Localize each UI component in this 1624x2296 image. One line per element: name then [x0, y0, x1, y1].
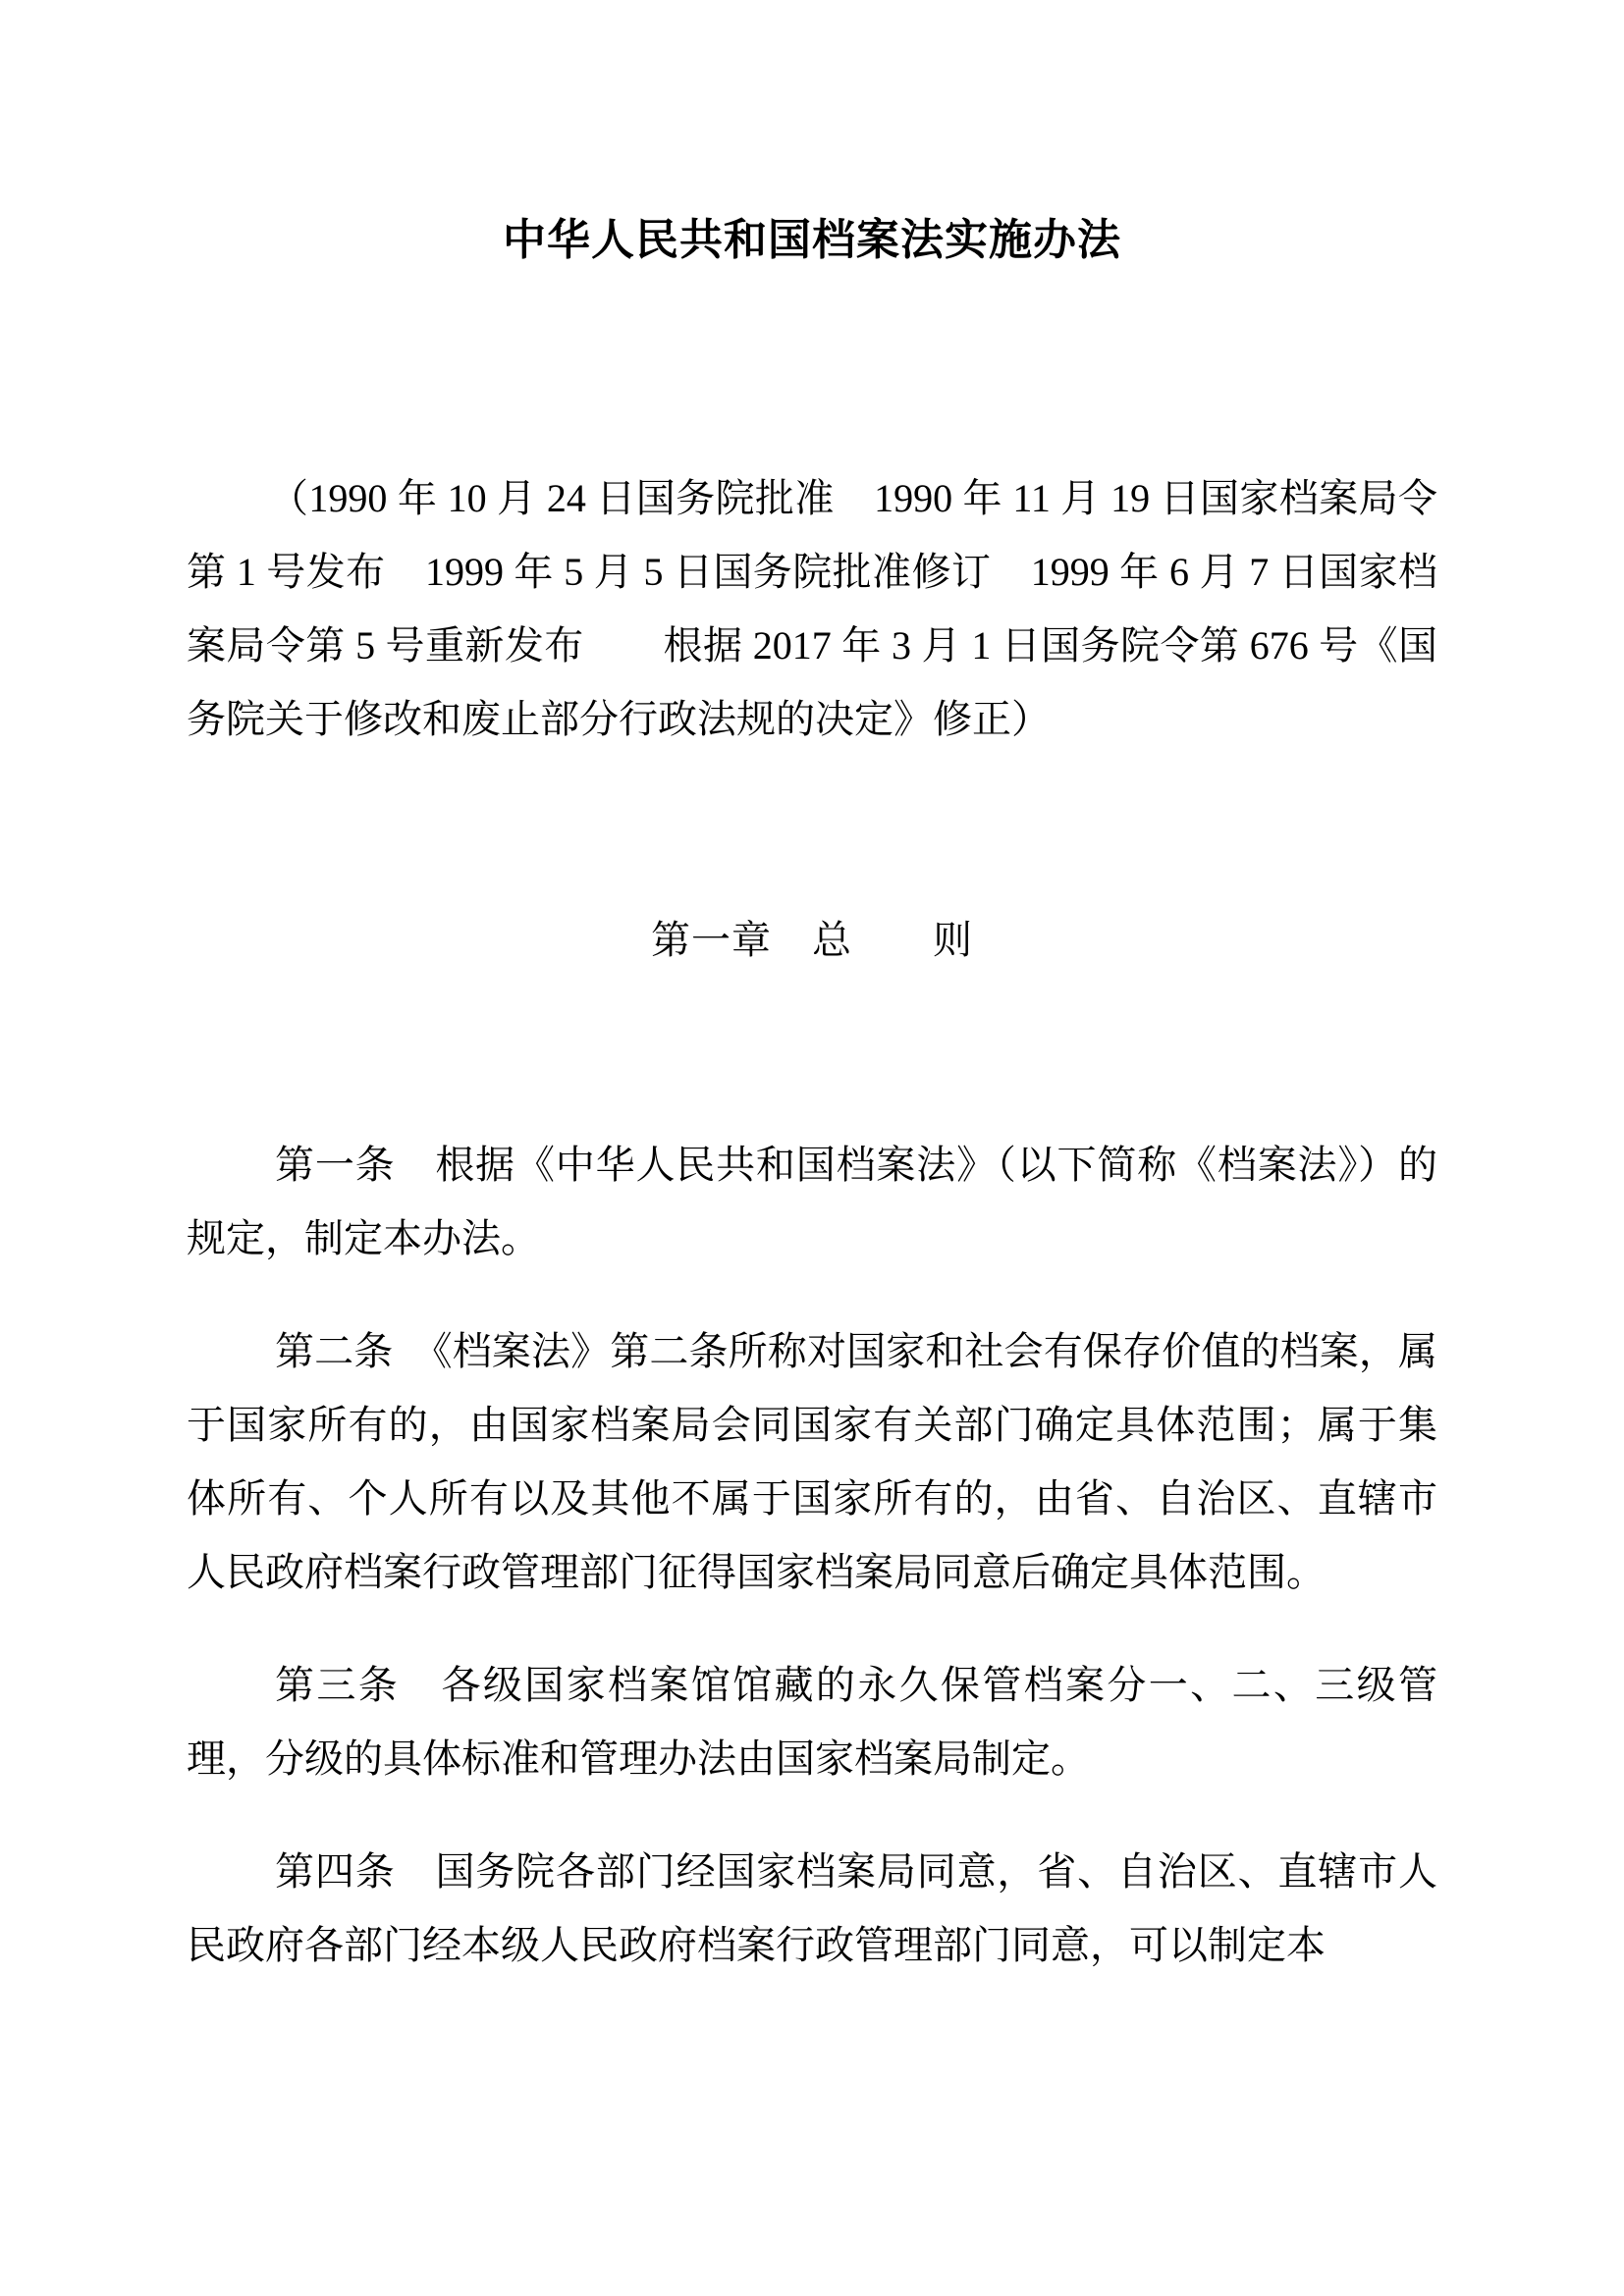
article-paragraph-2 [187, 1314, 1437, 1609]
article-number-1: 第一条 [275, 1143, 436, 1187]
article-text-2: 《档案法》第二条所称对国家和社会有保存价值的档案，属于国家所有的，由国家档案局会同国家有关部门确定具体范围；属于集体所有、个人所有以及其他不属于国家所有的，由省、自治区、直辖市人民政府档案行政管理部门征得国家档案局同意后确定具体范围。 [187, 1329, 1438, 1594]
article-number-4: 第四条 [275, 1849, 436, 1894]
article-paragraph-1 [187, 1128, 1437, 1275]
article-text-4: 国务院各部门经国家档案局同意，省、自治区、直辖市人民政府各部门经本级人民政府档案行政管理部门同意，可以制定本 [187, 1849, 1438, 1967]
document-title: 中华人民共和国档案法实施办法 [503, 216, 1121, 264]
article-number-3: 第三条 [275, 1663, 442, 1707]
article-text-3: 各级国家档案馆馆藏的永久保管档案分一、二、三级管理，分级的具体标准和管理办法由国家档案局制定。 [187, 1663, 1438, 1781]
chapter-heading: 第一章 总 则 [651, 918, 973, 962]
article-number-2: 第二条 [275, 1329, 433, 1373]
article-paragraph-4 [187, 1835, 1437, 1982]
preamble-paragraph: （1990 年 10 月 24 日国务院批准 1990 年 11 月 19 日国家档案局令第 1 号发布 1999 年 5 月 5 日国务院批准修订 1999 年 6 月 7 日国家档案局令第 5 号重新发布 根据 2017 年 3 月 1 日国务院令第 676 号《国务院关于修改和废止部分行政法规的决定》修正） [187, 476, 1437, 741]
article-paragraph-3 [187, 1648, 1437, 1795]
article-text-1: 根据《中华人民共和国档案法》（以下简称《档案法》）的规定，制定本办法。 [187, 1143, 1438, 1260]
